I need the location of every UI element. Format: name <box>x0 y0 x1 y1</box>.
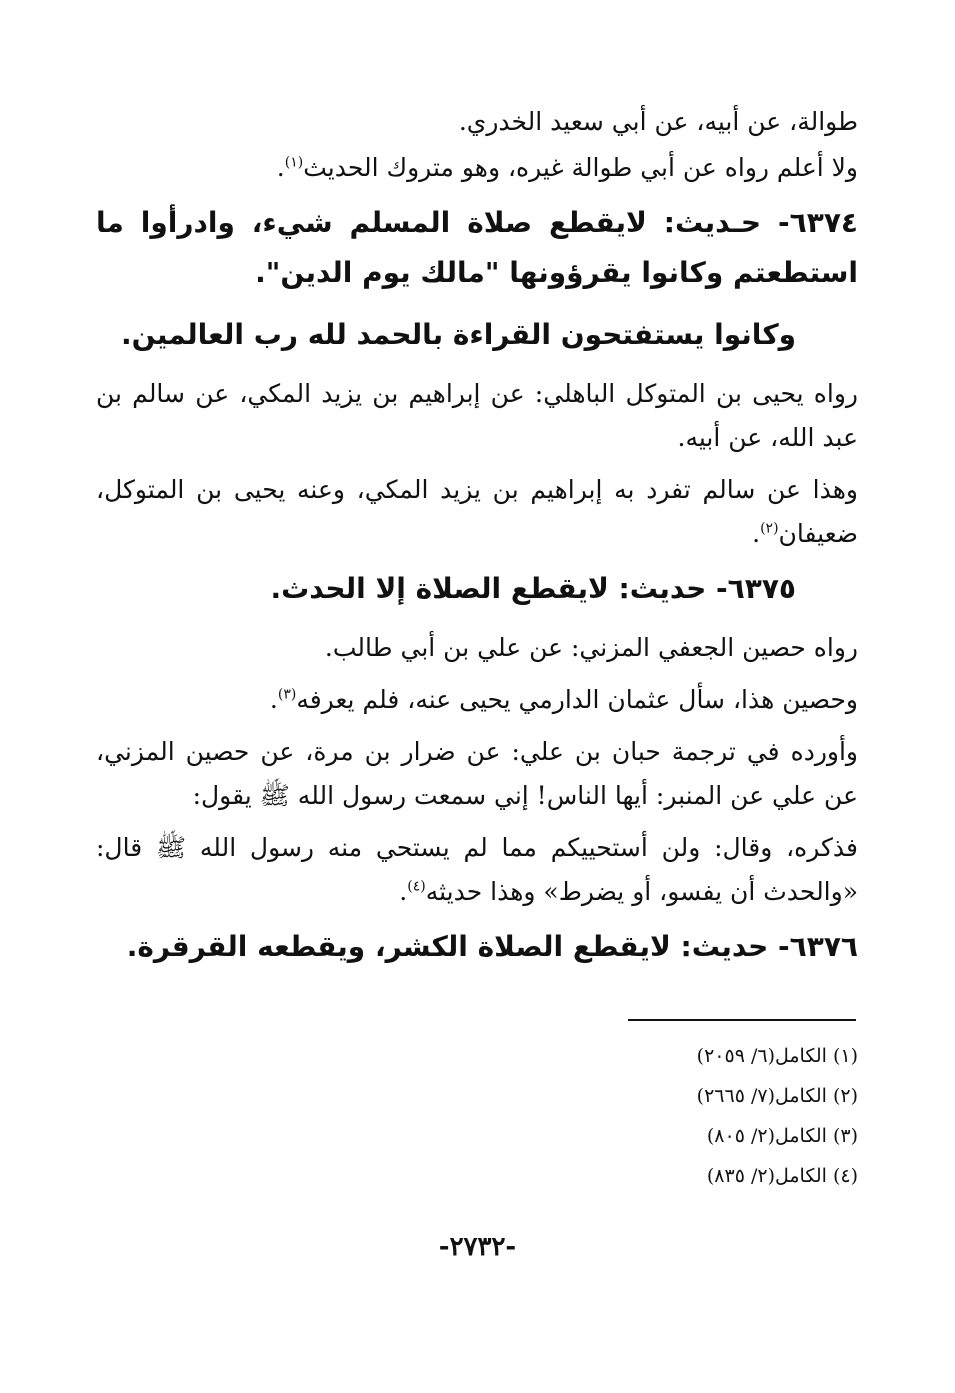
paragraph-end: . <box>752 519 761 548</box>
paragraph-text: فذكره، وقال: ولن أستحييكم مما لم يستحي منه رسول الله ﷺ قال: «والحدث أن يفسو، أو يضرط» وهذا حديثه <box>96 833 858 906</box>
text-paragraph <box>96 826 858 914</box>
hadith-heading <box>96 198 858 298</box>
hadith-text: ٦٣٧٤- حـديث: لايقطع صلاة المسلم شيء، وادرأوا ما استطعتم وكانوا يقرؤونها "مالك يوم الدين". <box>96 206 858 289</box>
text-paragraph <box>96 730 858 818</box>
text-paragraph <box>96 372 858 460</box>
hadith-heading <box>96 922 858 972</box>
footnote-ref: (١) <box>284 154 304 171</box>
footnote-item: (٣) الكامل(٢/ ٨٠٥) <box>706 1125 858 1147</box>
paragraph-text: طوالة، عن أبيه، عن أبي سعيد الخدري. <box>458 107 858 136</box>
paragraph-end: . <box>269 685 278 714</box>
text-paragraph <box>96 626 858 670</box>
text-paragraph <box>96 468 858 556</box>
text-paragraph <box>96 146 858 190</box>
paragraph-text: وهذا عن سالم تفرد به إبراهيم بن يزيد المكي، وعنه يحيى بن المتوكل، ضعيفان <box>96 475 858 548</box>
paragraph-text: رواه حصين الجعفي المزني: عن علي بن أبي طالب. <box>324 633 858 662</box>
paragraph-text: وحصين هذا، سأل عثمان الدارمي يحيى عنه، فلم يعرفه <box>296 685 858 714</box>
paragraph-end: . <box>399 877 408 906</box>
paragraph-text: وأورده في ترجمة حبان بن علي: عن ضرار بن مرة، عن حصين المزني، عن علي عن المنبر: أيها الناس! إني سمعت رسول الله ﷺ يقول: <box>96 737 858 810</box>
page-number: -٢٧٣٢- <box>438 1232 517 1262</box>
hadith-text: ٦٣٧٥- حديث: لايقطع الصلاة إلا الحدث. <box>270 572 796 605</box>
footnote-ref: (٣) <box>277 686 297 703</box>
footnote-item: (١) الكامل(٦/ ٢٠٥٩) <box>696 1045 858 1067</box>
paragraph-text: ولا أعلم رواه عن أبي طوالة غيره، وهو متروك الحديث <box>303 153 858 182</box>
footnote-ref: (٤) <box>407 878 426 895</box>
text-paragraph <box>96 100 858 144</box>
page-body <box>96 100 858 984</box>
paragraph-end: . <box>276 153 285 182</box>
footnotes <box>560 1036 858 1196</box>
paragraph-text: رواه يحيى بن المتوكل الباهلي: عن إبراهيم بن يزيد المكي، عن سالم بن عبد الله، عن أبيه. <box>96 379 858 452</box>
hadith-heading <box>96 310 858 360</box>
footnote-item: (٤) الكامل(٢/ ٨٣٥) <box>706 1165 858 1187</box>
footnote-divider <box>628 1019 856 1021</box>
hadith-text: وكانوا يستفتحون القراءة بالحمد لله رب العالمين. <box>121 318 796 351</box>
hadith-text: ٦٣٧٦- حديث: لايقطع الصلاة الكشر، ويقطعه القرقرة. <box>126 930 858 963</box>
text-paragraph <box>96 678 858 722</box>
footnote-item: (٢) الكامل(٧/ ٢٦٦٥) <box>696 1085 858 1107</box>
hadith-heading <box>96 564 858 614</box>
footnote-ref: (٢) <box>760 520 779 537</box>
